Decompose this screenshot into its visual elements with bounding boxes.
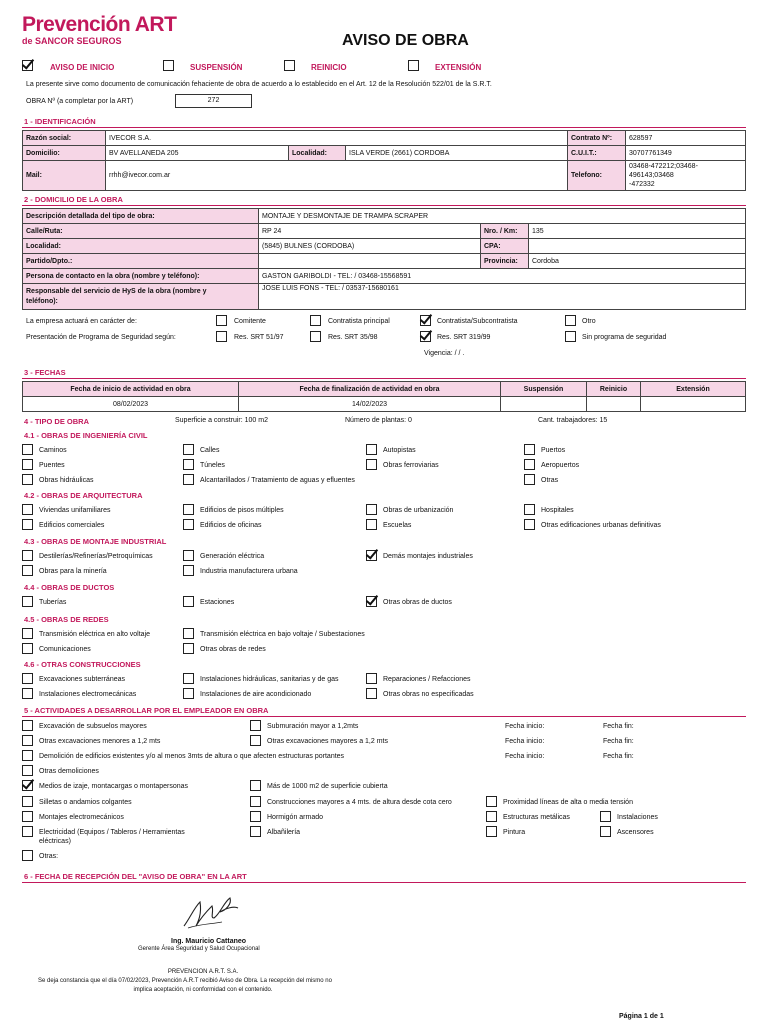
loc-value: (5845) BULNES (CORDOBA) xyxy=(259,239,481,254)
group-title-4: 4.4 - OBRAS DE DUCTOS xyxy=(24,583,115,592)
section-3-title: 3 - FECHAS xyxy=(24,368,66,377)
checkbox-tuberias[interactable] xyxy=(22,596,33,607)
fecha-fin-value: 14/02/2023 xyxy=(239,397,501,412)
domicilio-label: Domicilio: xyxy=(23,146,106,161)
label-industria-manufacturera-urbana: Industria manufacturera urbana xyxy=(200,568,298,575)
label-destilerias-refinerias-petroquimicas: Destilerías/Refinerías/Petroquímicas xyxy=(39,553,153,560)
checkbox-obras-de-urbanizacion[interactable] xyxy=(366,504,377,515)
checkbox-excavacion-de-subsuelos-mayores[interactable] xyxy=(22,720,33,731)
label-montajes-electromecanicos: Montajes electromecánicos xyxy=(39,814,124,821)
checkbox-aviso-inicio[interactable] xyxy=(22,60,33,71)
label-electricidad-2: eléctricas) xyxy=(39,838,71,845)
fecha-fin-label: Fecha fin: xyxy=(603,753,634,760)
razon-label: Razón social: xyxy=(23,131,106,146)
label-extension: EXTENSIÓN xyxy=(435,63,482,72)
label-suspension: SUSPENSIÓN xyxy=(190,63,243,72)
contacto-label: Persona de contacto en la obra (nombre y teléfono): xyxy=(23,269,259,284)
fecha-inicio-label: Fecha inicio: xyxy=(505,753,545,760)
label-excavacion-de-subsuelos-mayores: Excavación de subsuelos mayores xyxy=(39,723,147,730)
checkbox-proximidad-lineas-de-alta-o-media-tensio[interactable] xyxy=(486,796,497,807)
label-demas-montajes-industriales: Demás montajes industriales xyxy=(383,553,473,560)
checkbox-autopistas[interactable] xyxy=(366,444,377,455)
group-title-3: 4.3 - OBRAS DE MONTAJE INDUSTRIAL xyxy=(24,537,167,546)
checkbox-instalaciones-de-aire-acondicionado[interactable] xyxy=(183,688,194,699)
fechas-table xyxy=(22,381,746,412)
signer-role: Gerente Área Seguridad y Salud Ocupacional xyxy=(138,946,260,952)
checkbox-contratista-subcontratista[interactable] xyxy=(420,315,431,326)
checkbox-obras-ferroviarias[interactable] xyxy=(366,459,377,470)
label-edificios-de-pisos-multiples: Edificios de pisos múltiples xyxy=(200,507,284,514)
label-contratista-principal: Contratista principal xyxy=(328,318,390,325)
label-edificios-comerciales: Edificios comerciales xyxy=(39,522,105,529)
hys-label-1: Responsable del servicio de HyS de la obra (nombre y xyxy=(26,287,207,295)
cpa-label: CPA: xyxy=(481,239,529,254)
label-albanileria: Albañilería xyxy=(267,829,301,836)
fecha-inicio-label: Fecha inicio: xyxy=(505,738,545,745)
label-sin-programa: Sin programa de seguridad xyxy=(582,334,667,341)
checkbox-otras-excavaciones-mayores-a-1-2-mts[interactable] xyxy=(250,735,261,746)
group-title-2: 4.2 - OBRAS DE ARQUITECTURA xyxy=(24,491,143,500)
label-medios-de-izaje-montacargas-o-montaperso: Medios de izaje, montacargas o montapersonas xyxy=(39,783,189,790)
label-obras-hidraulicas: Obras hidráulicas xyxy=(39,477,94,484)
checkbox-edificios-de-pisos-multiples[interactable] xyxy=(183,504,194,515)
suspension-value xyxy=(501,397,587,412)
doc-title: AVISO DE OBRA xyxy=(342,32,469,49)
section-1-title: 1 - IDENTIFICACIÓN xyxy=(24,117,96,126)
header-suspension: Suspensión xyxy=(501,382,587,397)
checkbox-srt-319-99[interactable] xyxy=(420,331,431,342)
label-edificios-de-oficinas: Edificios de oficinas xyxy=(200,522,262,529)
label-caminos: Caminos xyxy=(39,447,67,454)
checkbox-instalaciones-electromecanicas[interactable] xyxy=(22,688,33,699)
nro-label: Nro. / Km: xyxy=(481,224,529,239)
label-demolicion-de-edificios-existentes-y-o-a: Demolición de edificios existentes y/o al menos 3mts de altura o que afecten estructuras portantes xyxy=(39,753,345,760)
checkbox-estaciones[interactable] xyxy=(183,596,194,607)
desc-value: MONTAJE Y DESMONTAJE DE TRAMPA SCRAPER xyxy=(259,209,746,224)
checkbox-obras-para-la-mineria[interactable] xyxy=(22,565,33,576)
checkbox-otras-obras-de-redes[interactable] xyxy=(183,643,194,654)
label-estructuras-metalicas: Estructuras metálicas xyxy=(503,814,570,821)
checkbox-industria-manufacturera-urbana[interactable] xyxy=(183,565,194,576)
label-proximidad-lineas-de-alta-o-media-tensio: Proximidad líneas de alta o media tensión xyxy=(503,799,633,806)
label-obras-para-la-mineria: Obras para la minería xyxy=(39,568,107,575)
label-contratista-subcontratista: Contratista/Subcontratista xyxy=(437,318,518,325)
checkbox-otras-edificaciones-urbanas-definitivas[interactable] xyxy=(524,519,535,530)
desc-label: Descripción detallada del tipo de obra: xyxy=(23,209,259,224)
checkbox-sin-programa[interactable] xyxy=(565,331,576,342)
checkbox-caminos[interactable] xyxy=(22,444,33,455)
checkbox-excavaciones-subterraneas[interactable] xyxy=(22,673,33,684)
telefono-label: Telefono: xyxy=(568,161,626,191)
checkbox-aeropuertos[interactable] xyxy=(524,459,535,470)
checkbox-otras-obras-no-especificadas[interactable] xyxy=(366,688,377,699)
calle-value: RP 24 xyxy=(259,224,481,239)
checkbox-calles[interactable] xyxy=(183,444,194,455)
section-2-title: 2 - DOMICILIO DE LA OBRA xyxy=(24,195,123,204)
checkbox-reparaciones-refacciones[interactable] xyxy=(366,673,377,684)
page-number: Página 1 de 1 xyxy=(619,1013,664,1020)
label-reinicio: REINICIO xyxy=(311,63,347,72)
header-fecha-fin: Fecha de finalización de actividad en obra xyxy=(239,382,501,397)
caracter-label: La empresa actuará en carácter de: xyxy=(26,318,137,325)
label-hospitales: Hospitales xyxy=(541,507,574,514)
header-extension: Extensión xyxy=(641,382,746,397)
checkbox-hospitales[interactable] xyxy=(524,504,535,515)
checkbox-edificios-de-oficinas[interactable] xyxy=(183,519,194,530)
partido-label: Partido/Dpto.: xyxy=(23,254,259,269)
checkbox-srt-51-97[interactable] xyxy=(216,331,227,342)
signature-image xyxy=(178,888,242,930)
group-title-5: 4.5 - OBRAS DE REDES xyxy=(24,615,109,624)
section-6-title: 6 - FECHA DE RECEPCIÓN DEL "AVISO DE OBRA" EN LA ART xyxy=(24,872,247,881)
checkbox-puentes[interactable] xyxy=(22,459,33,470)
label-construcciones-mayores-a-4-mts-de-altura: Construcciones mayores a 4 mts. de altura desde cota cero xyxy=(267,799,452,806)
checkbox-otras[interactable] xyxy=(524,474,535,485)
signer-name: Ing. Mauricio Cattaneo xyxy=(171,938,247,945)
label-puertos: Puertos xyxy=(541,447,566,454)
superficie: Superficie a construir: 100 m2 xyxy=(175,417,268,424)
domicilio-obra-table xyxy=(22,208,746,310)
vigencia-field[interactable]: Vigencia: / / . xyxy=(424,350,465,357)
contrato-value: 628597 xyxy=(626,131,746,146)
label-transmision-electrica-en-alto-voltaje: Transmisión eléctrica en alto voltaje xyxy=(39,631,151,638)
label-srt-319-99: Res. SRT 319/99 xyxy=(437,334,491,341)
label-escuelas: Escuelas xyxy=(383,522,412,529)
label-srt-35-98: Res. SRT 35/98 xyxy=(328,334,378,341)
label-electricidad-1: Electricidad (Equipos / Tableros / Herramientas xyxy=(39,829,185,836)
label-otras-excavaciones-mayores-a-1-2-mts: Otras excavaciones mayores a 1,2 mts xyxy=(267,738,388,745)
telefono-value-1: 03468-472212;03468-496143;03468 xyxy=(629,163,698,179)
checkbox-alcantarillados-tratamiento-de-aguas-y-e[interactable] xyxy=(183,474,194,485)
checkbox-tuneles[interactable] xyxy=(183,459,194,470)
label-ascensores: Ascensores xyxy=(617,829,654,836)
checkbox-medios-de-izaje-montacargas-o-montaperso[interactable] xyxy=(22,780,33,791)
checkbox-transmision-electrica-en-alto-voltaje[interactable] xyxy=(22,628,33,639)
footer-line-2: Se deja constancia que el día 07/02/2023, Prevención A.R.T recibió Aviso de Obra. La recepción del mismo no xyxy=(38,978,332,984)
footer-line-3: implica aceptación, ni conformidad con el contenido. xyxy=(133,987,273,993)
label-hormigon-armado: Hormigón armado xyxy=(267,814,324,821)
brand-logo xyxy=(22,14,176,46)
label-otras-demoliciones: Otras demoliciones xyxy=(39,768,99,775)
header-reinicio: Reinicio xyxy=(587,382,641,397)
label-obras-de-urbanizacion: Obras de urbanización xyxy=(383,507,454,514)
label-otras: Otras: xyxy=(39,853,59,860)
checkbox-suspension[interactable] xyxy=(163,60,174,71)
checkbox-contratista-principal[interactable] xyxy=(310,315,321,326)
label-otras-obras-de-ductos: Otras obras de ductos xyxy=(383,599,452,606)
brand-name: Prevención ART xyxy=(22,13,177,36)
label-submuracion-mayor-a-1-2mts: Submuración mayor a 1,2mts xyxy=(267,723,359,730)
label-tuberias: Tuberías xyxy=(39,599,67,606)
label-autopistas: Autopistas xyxy=(383,447,416,454)
localidad-label: Localidad: xyxy=(289,146,346,161)
fecha-fin-label: Fecha fin: xyxy=(603,723,634,730)
checkbox-instalaciones-hidraulicas-sanitarias-y-d[interactable] xyxy=(183,673,194,684)
obra-field[interactable]: 272 xyxy=(175,94,252,108)
fecha-fin-label: Fecha fin: xyxy=(603,738,634,745)
razon-value: IVECOR S.A. xyxy=(106,131,568,146)
programa-label: Presentación de Programa de Seguridad según: xyxy=(26,334,176,341)
label-tuneles: Túneles xyxy=(200,462,225,469)
mail-value: rrhh@ivecor.com.ar xyxy=(106,161,568,191)
label-otras-excavaciones-menores-a-1-2-mts: Otras excavaciones menores a 1,2 mts xyxy=(39,738,161,745)
obra-label: OBRA Nº (a completar por la ART) xyxy=(26,98,134,105)
checkbox-estructuras-metalicas[interactable] xyxy=(486,811,497,822)
label-otro: Otro xyxy=(582,318,596,325)
label-viviendas-unifamiliares: Viviendas unifamiliares xyxy=(39,507,111,514)
intro-text: La presente sirve como documento de comunicación fehaciente de obra de acuerdo a lo establecido en el Art. 12 de la Resolución 522/01 de la S.R.T. xyxy=(26,81,492,88)
checkbox-otras-demoliciones[interactable] xyxy=(22,765,33,776)
label-otras-obras-no-especificadas: Otras obras no especificadas xyxy=(383,691,474,698)
checkbox-destilerias-refinerias-petroquimicas[interactable] xyxy=(22,550,33,561)
label-transmision-electrica-en-bajo-voltaje-su: Transmisión eléctrica en bajo voltaje / Subestaciones xyxy=(200,631,365,638)
label-srt-51-97: Res. SRT 51/97 xyxy=(234,334,284,341)
label-mas-de-1000-m2-de-superficie-cubierta: Más de 1000 m2 de superficie cubierta xyxy=(267,783,388,790)
label-excavaciones-subterraneas: Excavaciones subterráneas xyxy=(39,676,125,683)
label-estaciones: Estaciones xyxy=(200,599,235,606)
checkbox-comunicaciones[interactable] xyxy=(22,643,33,654)
checkbox-srt-35-98[interactable] xyxy=(310,331,321,342)
label-calles: Calles xyxy=(200,447,220,454)
checkbox-otro[interactable] xyxy=(565,315,576,326)
label-silletas-o-andamios-colgantes: Silletas o andamios colgantes xyxy=(39,799,132,806)
checkbox-instalaciones[interactable] xyxy=(600,811,611,822)
checkbox-montajes-electromecanicos[interactable] xyxy=(22,811,33,822)
loc-label: Localidad: xyxy=(23,239,259,254)
label-instalaciones-electromecanicas: Instalaciones electromecánicas xyxy=(39,691,137,698)
identificacion-table xyxy=(22,130,746,191)
checkbox-mas-de-1000-m2-de-superficie-cubierta[interactable] xyxy=(250,780,261,791)
label-pintura: Pintura xyxy=(503,829,526,836)
checkbox-otras[interactable] xyxy=(22,850,33,861)
cuit-label: C.U.I.T.: xyxy=(568,146,626,161)
contacto-value: GASTON GARIBOLDI - TEL: / 03468-15568591 xyxy=(259,269,746,284)
label-comunicaciones: Comunicaciones xyxy=(39,646,91,653)
calle-label: Calle/Ruta: xyxy=(23,224,259,239)
checkbox-otras-excavaciones-menores-a-1-2-mts[interactable] xyxy=(22,735,33,746)
label-aviso-inicio: AVISO DE INICIO xyxy=(50,63,115,72)
label-puentes: Puentes xyxy=(39,462,65,469)
checkbox-electricidad[interactable] xyxy=(22,826,33,837)
checkbox-demas-montajes-industriales[interactable] xyxy=(366,550,377,561)
checkbox-escuelas[interactable] xyxy=(366,519,377,530)
fecha-inicio-value: 08/02/2023 xyxy=(23,397,239,412)
checkbox-edificios-comerciales[interactable] xyxy=(22,519,33,530)
header-fecha-inicio: Fecha de inicio de actividad en obra xyxy=(23,382,239,397)
mail-label: Mail: xyxy=(23,161,106,191)
label-comitente: Comitente xyxy=(234,318,266,325)
checkbox-comitente[interactable] xyxy=(216,315,227,326)
checkbox-obras-hidraulicas[interactable] xyxy=(22,474,33,485)
checkbox-transmision-electrica-en-bajo-voltaje-su[interactable] xyxy=(183,628,194,639)
label-instalaciones: Instalaciones xyxy=(617,814,658,821)
domicilio-value: BV AVELLANEDA 205 xyxy=(106,146,289,161)
checkbox-ascensores[interactable] xyxy=(600,826,611,837)
section-4-title: 4 - TIPO DE OBRA xyxy=(24,417,90,426)
hys-value: JOSE LUIS FONS - TEL: / 03537-15680161 xyxy=(259,284,746,310)
partido-value xyxy=(259,254,481,269)
checkbox-generacion-electrica[interactable] xyxy=(183,550,194,561)
extension-value xyxy=(641,397,746,412)
label-reparaciones-refacciones: Reparaciones / Refacciones xyxy=(383,676,471,683)
checkbox-albanileria[interactable] xyxy=(250,826,261,837)
checkbox-extension[interactable] xyxy=(408,60,419,71)
plantas: Número de plantas: 0 xyxy=(345,417,412,424)
checkbox-submuracion-mayor-a-1-2mts[interactable] xyxy=(250,720,261,731)
cpa-value xyxy=(529,239,746,254)
label-alcantarillados-tratamiento-de-aguas-y-e: Alcantarillados / Tratamiento de aguas y efluentes xyxy=(200,477,355,484)
group-title-6: 4.6 - OTRAS CONSTRUCCIONES xyxy=(24,660,141,669)
label-otras-obras-de-redes: Otras obras de redes xyxy=(200,646,266,653)
label-instalaciones-de-aire-acondicionado: Instalaciones de aire acondicionado xyxy=(200,691,312,698)
checkbox-otras-obras-de-ductos[interactable] xyxy=(366,596,377,607)
cuit-value: 30707761349 xyxy=(626,146,746,161)
checkbox-reinicio[interactable] xyxy=(284,60,295,71)
label-generacion-electrica: Generación eléctrica xyxy=(200,553,265,560)
fecha-inicio-label: Fecha inicio: xyxy=(505,723,545,730)
label-instalaciones-hidraulicas-sanitarias-y-d: Instalaciones hidráulicas, sanitarias y de gas xyxy=(200,676,339,683)
telefono-value-2: -472332 xyxy=(629,181,655,188)
contrato-label: Contrato Nº: xyxy=(568,131,626,146)
provincia-label: Provincia: xyxy=(481,254,529,269)
localidad-value: ISLA VERDE (2661) CORDOBA xyxy=(346,146,568,161)
nro-value: 135 xyxy=(529,224,746,239)
label-aeropuertos: Aeropuertos xyxy=(541,462,580,469)
group-title-1: 4.1 - OBRAS DE INGENIERÍA CIVIL xyxy=(24,431,148,440)
label-otras: Otras xyxy=(541,477,559,484)
reinicio-value xyxy=(587,397,641,412)
checkbox-hormigon-armado[interactable] xyxy=(250,811,261,822)
checkbox-viviendas-unifamiliares[interactable] xyxy=(22,504,33,515)
checkbox-puertos[interactable] xyxy=(524,444,535,455)
label-obras-ferroviarias: Obras ferroviarias xyxy=(383,462,439,469)
brand-sub: de SANCOR SEGUROS xyxy=(22,36,122,46)
label-otras-edificaciones-urbanas-definitivas: Otras edificaciones urbanas definitivas xyxy=(541,522,661,529)
hys-label-2: teléfono): xyxy=(26,297,58,305)
checkbox-silletas-o-andamios-colgantes[interactable] xyxy=(22,796,33,807)
provincia-value: Cordoba xyxy=(529,254,746,269)
trabajadores: Cant. trabajadores: 15 xyxy=(538,417,608,424)
checkbox-pintura[interactable] xyxy=(486,826,497,837)
checkbox-demolicion-de-edificios-existentes-y-o-a[interactable] xyxy=(22,750,33,761)
section-5-title: 5 - ACTIVIDADES A DESARROLLAR POR EL EMPLEADOR EN OBRA xyxy=(24,706,269,715)
checkbox-construcciones-mayores-a-4-mts-de-altura[interactable] xyxy=(250,796,261,807)
footer-line-1: PREVENCION A.R.T. S.A. xyxy=(167,969,239,975)
